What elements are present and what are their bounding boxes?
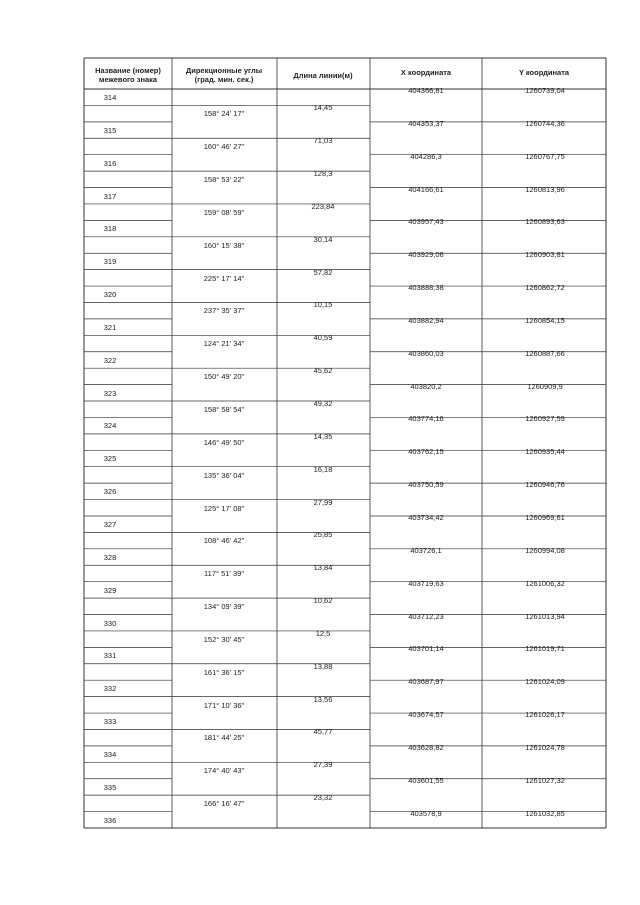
point-name: 319 xyxy=(103,257,117,267)
point-name: 330 xyxy=(103,618,117,628)
segment-length: 10,62 xyxy=(313,596,333,606)
segment-angle: 171° 10' 36" xyxy=(203,700,245,710)
header-angle: Дирекционные углы (град. мин. сек.) xyxy=(185,66,263,84)
segment-length: 49,32 xyxy=(313,399,333,409)
point-name: 314 xyxy=(103,93,117,102)
header-y: Y координата xyxy=(518,68,570,77)
segment-angle: 134° 09' 39" xyxy=(203,602,245,612)
point-x: 403774,16 xyxy=(408,414,444,424)
segment-angle: 181° 44' 25" xyxy=(203,733,245,743)
segment-length: 40,59 xyxy=(313,333,333,343)
point-y: 1260739,04 xyxy=(525,86,565,95)
point-name: 332 xyxy=(103,684,117,694)
point-x: 403687,97 xyxy=(408,677,444,687)
segment-length: 14,45 xyxy=(313,103,333,113)
point-x: 403578,9 xyxy=(410,808,442,818)
point-y: 1260994,08 xyxy=(525,545,565,555)
point-x: 403888,38 xyxy=(408,283,444,293)
point-y: 1261026,17 xyxy=(525,710,565,720)
header-name: Название (номер) межевого знака xyxy=(95,66,161,84)
segment-length: 10,15 xyxy=(313,300,333,310)
segment-angle: 146° 49' 50" xyxy=(203,437,245,447)
point-name: 323 xyxy=(103,388,117,398)
point-y: 1260813,96 xyxy=(525,184,565,194)
point-x: 403750,59 xyxy=(408,480,444,490)
point-x: 404353,37 xyxy=(408,118,444,128)
segment-angle: 160° 15' 38" xyxy=(203,240,245,250)
point-x: 404166,61 xyxy=(408,184,444,194)
segment-length: 27,99 xyxy=(313,497,333,507)
segment-angle: 225° 17' 14" xyxy=(203,273,245,283)
point-y: 1261032,85 xyxy=(525,808,565,818)
point-name: 335 xyxy=(103,782,117,792)
point-x: 403726,1 xyxy=(410,545,442,555)
point-x: 403882,94 xyxy=(408,315,444,325)
point-name: 327 xyxy=(103,519,117,529)
segment-length: 16,18 xyxy=(313,464,333,474)
segment-angle: 160° 46' 27" xyxy=(203,142,245,152)
point-name: 334 xyxy=(103,749,117,759)
point-name: 329 xyxy=(103,585,117,595)
point-name: 316 xyxy=(103,158,117,168)
point-y: 1260744,36 xyxy=(525,118,565,128)
point-y: 1261006,32 xyxy=(525,578,565,588)
segment-length: 223,84 xyxy=(311,201,335,211)
point-y: 1260893,63 xyxy=(525,217,565,227)
segment-length: 13,88 xyxy=(313,661,333,671)
segment-length: 13,56 xyxy=(313,694,333,704)
point-x: 403712,23 xyxy=(408,611,444,621)
segment-angle: 124° 21' 34" xyxy=(203,339,245,349)
point-y: 1260767,75 xyxy=(525,151,565,161)
point-y: 1260909,9 xyxy=(527,381,563,391)
point-y: 1260903,81 xyxy=(525,250,565,260)
point-x: 403628,82 xyxy=(408,742,444,752)
point-name: 333 xyxy=(103,717,117,727)
point-x: 403719,63 xyxy=(408,578,444,588)
point-name: 324 xyxy=(103,421,117,431)
point-y: 1260969,61 xyxy=(525,512,565,522)
point-y: 1260946,76 xyxy=(525,480,565,490)
segment-angle: 161° 36' 15" xyxy=(203,667,245,677)
point-x: 403929,06 xyxy=(408,250,444,260)
point-y: 1260935,44 xyxy=(525,447,565,457)
segment-angle: 152° 30' 45" xyxy=(203,634,245,644)
segment-angle: 135° 36' 04" xyxy=(203,470,245,480)
point-name: 318 xyxy=(103,224,117,234)
point-x: 403674,57 xyxy=(408,710,444,720)
point-y: 1260927,59 xyxy=(525,414,565,424)
segment-length: 45,62 xyxy=(313,366,333,376)
point-y: 1260854,15 xyxy=(525,315,565,325)
segment-angle: 174° 40' 43" xyxy=(203,766,245,776)
point-y: 1261024,09 xyxy=(525,677,565,687)
point-x: 403860,03 xyxy=(408,348,444,358)
point-name: 320 xyxy=(103,290,117,300)
point-name: 336 xyxy=(103,815,117,825)
header-length: Длина линии(м) xyxy=(293,71,353,80)
segment-length: 45,77 xyxy=(313,727,333,737)
segment-angle: 117° 51' 39" xyxy=(204,569,244,579)
segment-angle: 158° 58' 54" xyxy=(203,405,245,415)
point-name: 315 xyxy=(103,125,117,135)
point-name: 326 xyxy=(103,487,117,497)
point-name: 317 xyxy=(103,191,117,201)
segment-angle: 150° 49' 20" xyxy=(203,372,245,382)
point-y: 1260887,66 xyxy=(525,348,565,358)
segment-length: 23,32 xyxy=(313,793,333,803)
segment-angle: 158° 24' 17" xyxy=(203,109,245,119)
point-x: 404366,81 xyxy=(408,86,444,95)
segment-length: 128,3 xyxy=(313,169,333,179)
point-x: 404286,3 xyxy=(410,151,442,161)
segment-length: 71,03 xyxy=(313,136,333,146)
segment-length: 30,14 xyxy=(313,234,333,244)
point-y: 1261024,78 xyxy=(525,742,565,752)
point-x: 403701,14 xyxy=(408,644,444,654)
header-x: X координата xyxy=(400,68,452,77)
segment-length: 13,84 xyxy=(313,563,333,573)
segment-angle: 108° 46' 42" xyxy=(203,536,245,546)
point-x: 403957,43 xyxy=(408,217,444,227)
point-name: 325 xyxy=(103,454,117,464)
segment-length: 14,35 xyxy=(313,431,333,441)
segment-angle: 159° 08' 59" xyxy=(203,207,245,217)
segment-angle: 158° 53' 22" xyxy=(203,175,245,185)
point-y: 1261027,32 xyxy=(525,775,565,785)
point-y: 1261013,94 xyxy=(525,611,565,621)
point-x: 403762,15 xyxy=(408,447,444,457)
segment-angle: 125° 17' 08" xyxy=(203,503,245,513)
segment-angle: 166° 16' 47" xyxy=(203,799,245,809)
segment-length: 27,39 xyxy=(313,760,333,770)
point-x: 403734,42 xyxy=(408,512,444,522)
point-name: 321 xyxy=(103,322,117,332)
point-x: 403820,2 xyxy=(410,381,442,391)
segment-length: 25,85 xyxy=(313,530,333,540)
point-y: 1261019,71 xyxy=(525,644,565,654)
point-name: 331 xyxy=(103,651,117,661)
segment-angle: 237° 35' 37" xyxy=(203,306,245,316)
point-y: 1260862,72 xyxy=(525,283,565,293)
point-name: 328 xyxy=(103,552,117,562)
point-name: 322 xyxy=(103,355,117,365)
segment-length: 12,5 xyxy=(315,628,331,638)
segment-length: 57,82 xyxy=(313,267,333,277)
point-x: 403601,55 xyxy=(408,775,444,785)
